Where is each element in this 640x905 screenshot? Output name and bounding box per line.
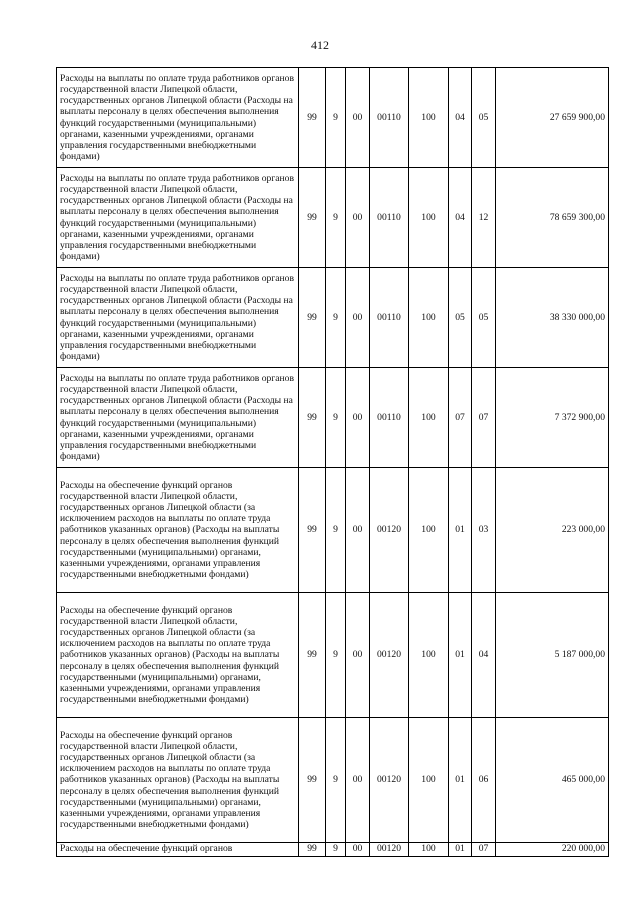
expense-type-code: 100: [409, 593, 449, 718]
row-amount: 38 330 000,00: [496, 268, 609, 368]
activity-code: 00: [346, 843, 370, 857]
row-amount: 7 372 900,00: [496, 368, 609, 468]
row-amount: 223 000,00: [496, 468, 609, 593]
row-amount: 465 000,00: [496, 718, 609, 843]
expense-type-code: 100: [409, 843, 449, 857]
row-amount: 27 659 900,00: [496, 68, 609, 168]
table-row: [57, 268, 609, 368]
section-code: 04: [449, 168, 472, 268]
program-code: 99: [299, 368, 326, 468]
row-description: Расходы на выплаты по оплате труда работников органов государственной власти Липецкой области, государственных органов Липецкой области (Расходы на выплаты персоналу в целях обеспечения выполнения функций государственными (муниципальными) органами, казенными учреждениями, органами управления государственными внебюджетными фондами): [57, 168, 299, 268]
section-code: 04: [449, 68, 472, 168]
program-code: 99: [299, 68, 326, 168]
program-code: 99: [299, 843, 326, 857]
row-description: Расходы на обеспечение функций органов государственной власти Липецкой области, государственных органов Липецкой области (за исключением расходов на выплаты по оплате труда работников указанных органов) (Расходы на выплаты персоналу в целях обеспечения выполнения функций государственными (муниципальными) органами, казенными учреждениями, органами управления государственными внебюджетными фондами): [57, 468, 299, 593]
subprogram-code: 9: [326, 268, 346, 368]
direction-code: 00120: [370, 593, 409, 718]
section-code: 01: [449, 468, 472, 593]
activity-code: 00: [346, 68, 370, 168]
subprogram-code: 9: [326, 468, 346, 593]
section-code: 05: [449, 268, 472, 368]
direction-code: 00110: [370, 268, 409, 368]
program-code: 99: [299, 168, 326, 268]
budget-table: [56, 67, 609, 857]
subprogram-code: 9: [326, 843, 346, 857]
direction-code: 00110: [370, 368, 409, 468]
subsection-code: 05: [472, 68, 496, 168]
subsection-code: 03: [472, 468, 496, 593]
table-row: [57, 593, 609, 718]
subsection-code: 06: [472, 718, 496, 843]
subprogram-code: 9: [326, 718, 346, 843]
expense-type-code: 100: [409, 68, 449, 168]
row-amount: 5 187 000,00: [496, 593, 609, 718]
direction-code: 00120: [370, 718, 409, 843]
subsection-code: 07: [472, 368, 496, 468]
expense-type-code: 100: [409, 168, 449, 268]
activity-code: 00: [346, 718, 370, 843]
program-code: 99: [299, 268, 326, 368]
section-code: 01: [449, 843, 472, 857]
activity-code: 00: [346, 168, 370, 268]
program-code: 99: [299, 593, 326, 718]
table-row: [57, 68, 609, 168]
subsection-code: 05: [472, 268, 496, 368]
activity-code: 00: [346, 468, 370, 593]
direction-code: 00120: [370, 843, 409, 857]
table-row: [57, 168, 609, 268]
subprogram-code: 9: [326, 593, 346, 718]
direction-code: 00110: [370, 68, 409, 168]
subprogram-code: 9: [326, 168, 346, 268]
direction-code: 00120: [370, 468, 409, 593]
expense-type-code: 100: [409, 718, 449, 843]
row-amount: 78 659 300,00: [496, 168, 609, 268]
row-amount: 220 000,00: [496, 843, 609, 857]
expense-type-code: 100: [409, 468, 449, 593]
section-code: 01: [449, 718, 472, 843]
subsection-code: 12: [472, 168, 496, 268]
activity-code: 00: [346, 268, 370, 368]
activity-code: 00: [346, 593, 370, 718]
table-row: [57, 843, 609, 857]
section-code: 07: [449, 368, 472, 468]
table-row: [57, 718, 609, 843]
row-description: Расходы на выплаты по оплате труда работников органов государственной власти Липецкой области, государственных органов Липецкой области (Расходы на выплаты персоналу в целях обеспечения выполнения функций государственными (муниципальными) органами, казенными учреждениями, органами управления государственными внебюджетными фондами): [57, 68, 299, 168]
expense-type-code: 100: [409, 368, 449, 468]
row-description: Расходы на обеспечение функций органов государственной власти Липецкой области, государственных органов Липецкой области (за исключением расходов на выплаты по оплате труда работников указанных органов) (Расходы на выплаты персоналу в целях обеспечения выполнения функций государственными (муниципальными) органами, казенными учреждениями, органами управления государственными внебюджетными фондами): [57, 718, 299, 843]
row-description: Расходы на выплаты по оплате труда работников органов государственной власти Липецкой области, государственных органов Липецкой области (Расходы на выплаты персоналу в целях обеспечения выполнения функций государственными (муниципальными) органами, казенными учреждениями, органами управления государственными внебюджетными фондами): [57, 268, 299, 368]
row-description: Расходы на обеспечение функций органов государственной власти Липецкой области, государственных органов Липецкой области (за исключением расходов на выплаты по оплате труда работников указанных органов) (Расходы на выплаты персоналу в целях обеспечения выполнения функций государственными (муниципальными) органами, казенными учреждениями, органами управления государственными внебюджетными фондами): [57, 593, 299, 718]
table-row: [57, 368, 609, 468]
direction-code: 00110: [370, 168, 409, 268]
program-code: 99: [299, 718, 326, 843]
subsection-code: 04: [472, 593, 496, 718]
program-code: 99: [299, 468, 326, 593]
page-number: 412: [311, 38, 329, 52]
subsection-code: 07: [472, 843, 496, 857]
expense-type-code: 100: [409, 268, 449, 368]
activity-code: 00: [346, 368, 370, 468]
table-row: [57, 468, 609, 593]
section-code: 01: [449, 593, 472, 718]
row-description: Расходы на обеспечение функций органов: [57, 843, 299, 857]
subprogram-code: 9: [326, 368, 346, 468]
subprogram-code: 9: [326, 68, 346, 168]
row-description: Расходы на выплаты по оплате труда работников органов государственной власти Липецкой области, государственных органов Липецкой области (Расходы на выплаты персоналу в целях обеспечения выполнения функций государственными (муниципальными) органами, казенными учреждениями, органами управления государственными внебюджетными фондами): [57, 368, 299, 468]
